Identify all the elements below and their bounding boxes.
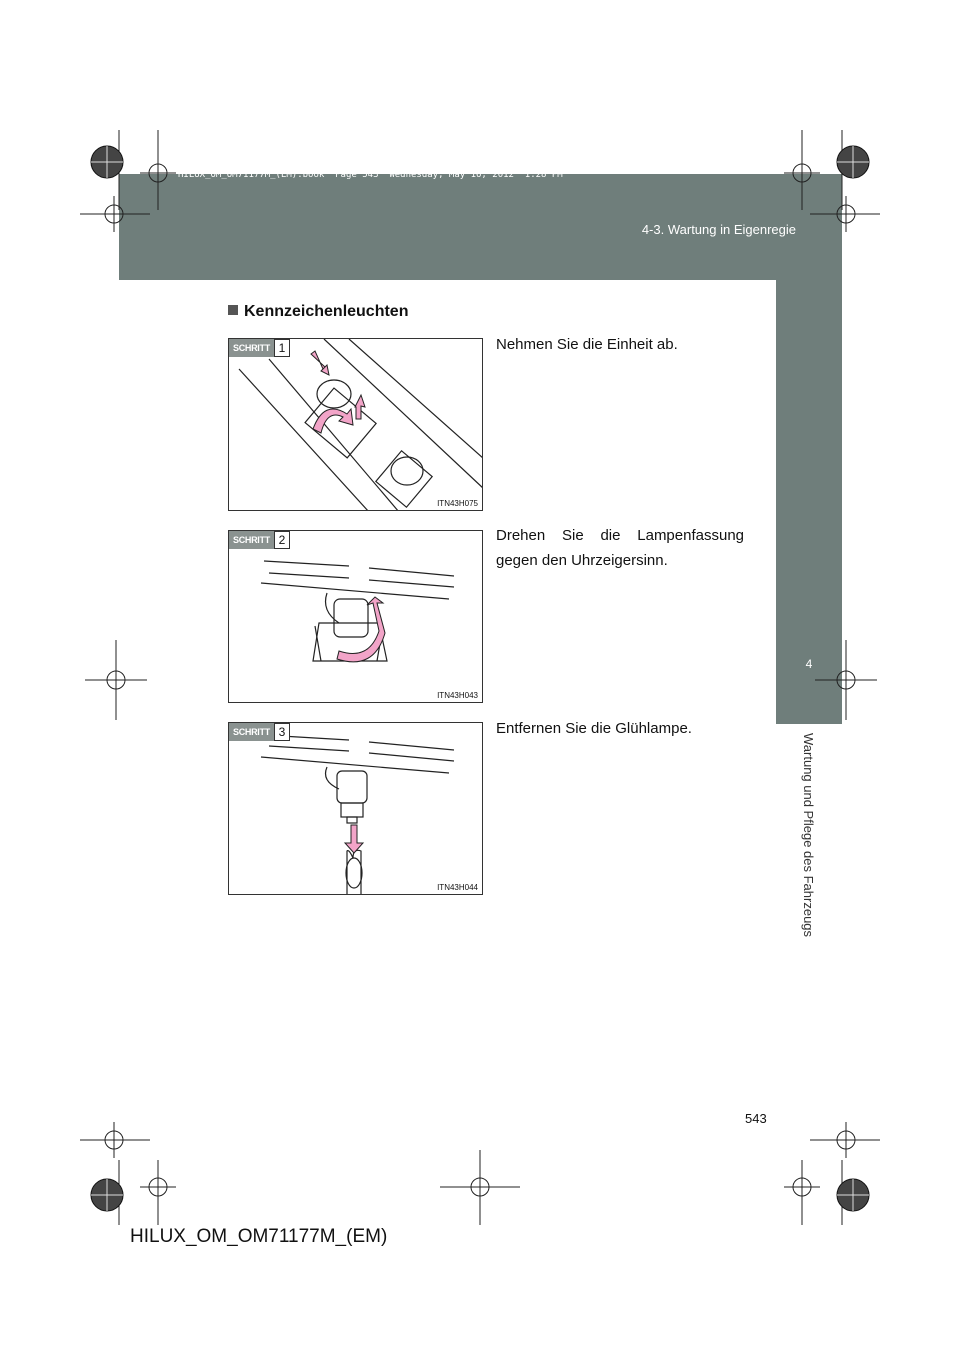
chapter-number: 4	[805, 657, 813, 671]
step-badge	[229, 339, 290, 357]
bullet-square-icon	[228, 305, 238, 315]
chapter-title: Wartung und Pflege des Fahrzeugs	[801, 733, 816, 938]
figure-code: ITN43H075	[437, 499, 478, 508]
step-1-figure	[228, 338, 483, 511]
step-badge	[229, 531, 290, 549]
step-badge-number: 1	[274, 339, 290, 357]
page-number: 543	[745, 1111, 767, 1126]
figure-code: ITN43H043	[437, 691, 478, 700]
document-code: HILUX_OM_OM71177M_(EM)	[130, 1226, 388, 1247]
step-1-text: Nehmen Sie die Einheit ab.	[496, 336, 678, 353]
step-badge-number: 3	[274, 723, 290, 741]
step-badge-number: 2	[274, 531, 290, 549]
heading-text: Kennzeichenleuchten	[244, 303, 409, 320]
book-stamp: HILUX_OM_OM71177M_(EM).book Page 543 Wednesday, May 16, 2012 1:28 PM	[178, 170, 563, 180]
step-badge-label: SCHRITT	[229, 723, 274, 741]
step-2-figure	[228, 530, 483, 703]
figure-code: ITN43H044	[437, 883, 478, 892]
step-badge-label: SCHRITT	[229, 339, 274, 357]
step-2-text: Drehen Sie die Lampenfassung gegen den Uhrzeigersinn.	[496, 527, 744, 569]
lamp-unit-illustration	[229, 339, 483, 511]
step-badge	[229, 723, 290, 741]
lamp-socket-illustration	[229, 531, 483, 703]
step-3-figure	[228, 722, 483, 895]
bulb-removal-illustration	[229, 723, 483, 895]
section-heading	[228, 303, 408, 321]
step-badge-label: SCHRITT	[229, 531, 274, 549]
step-3-text: Entfernen Sie die Glühlampe.	[496, 720, 692, 737]
section-title: 4-3. Wartung in Eigenregie	[641, 222, 796, 237]
